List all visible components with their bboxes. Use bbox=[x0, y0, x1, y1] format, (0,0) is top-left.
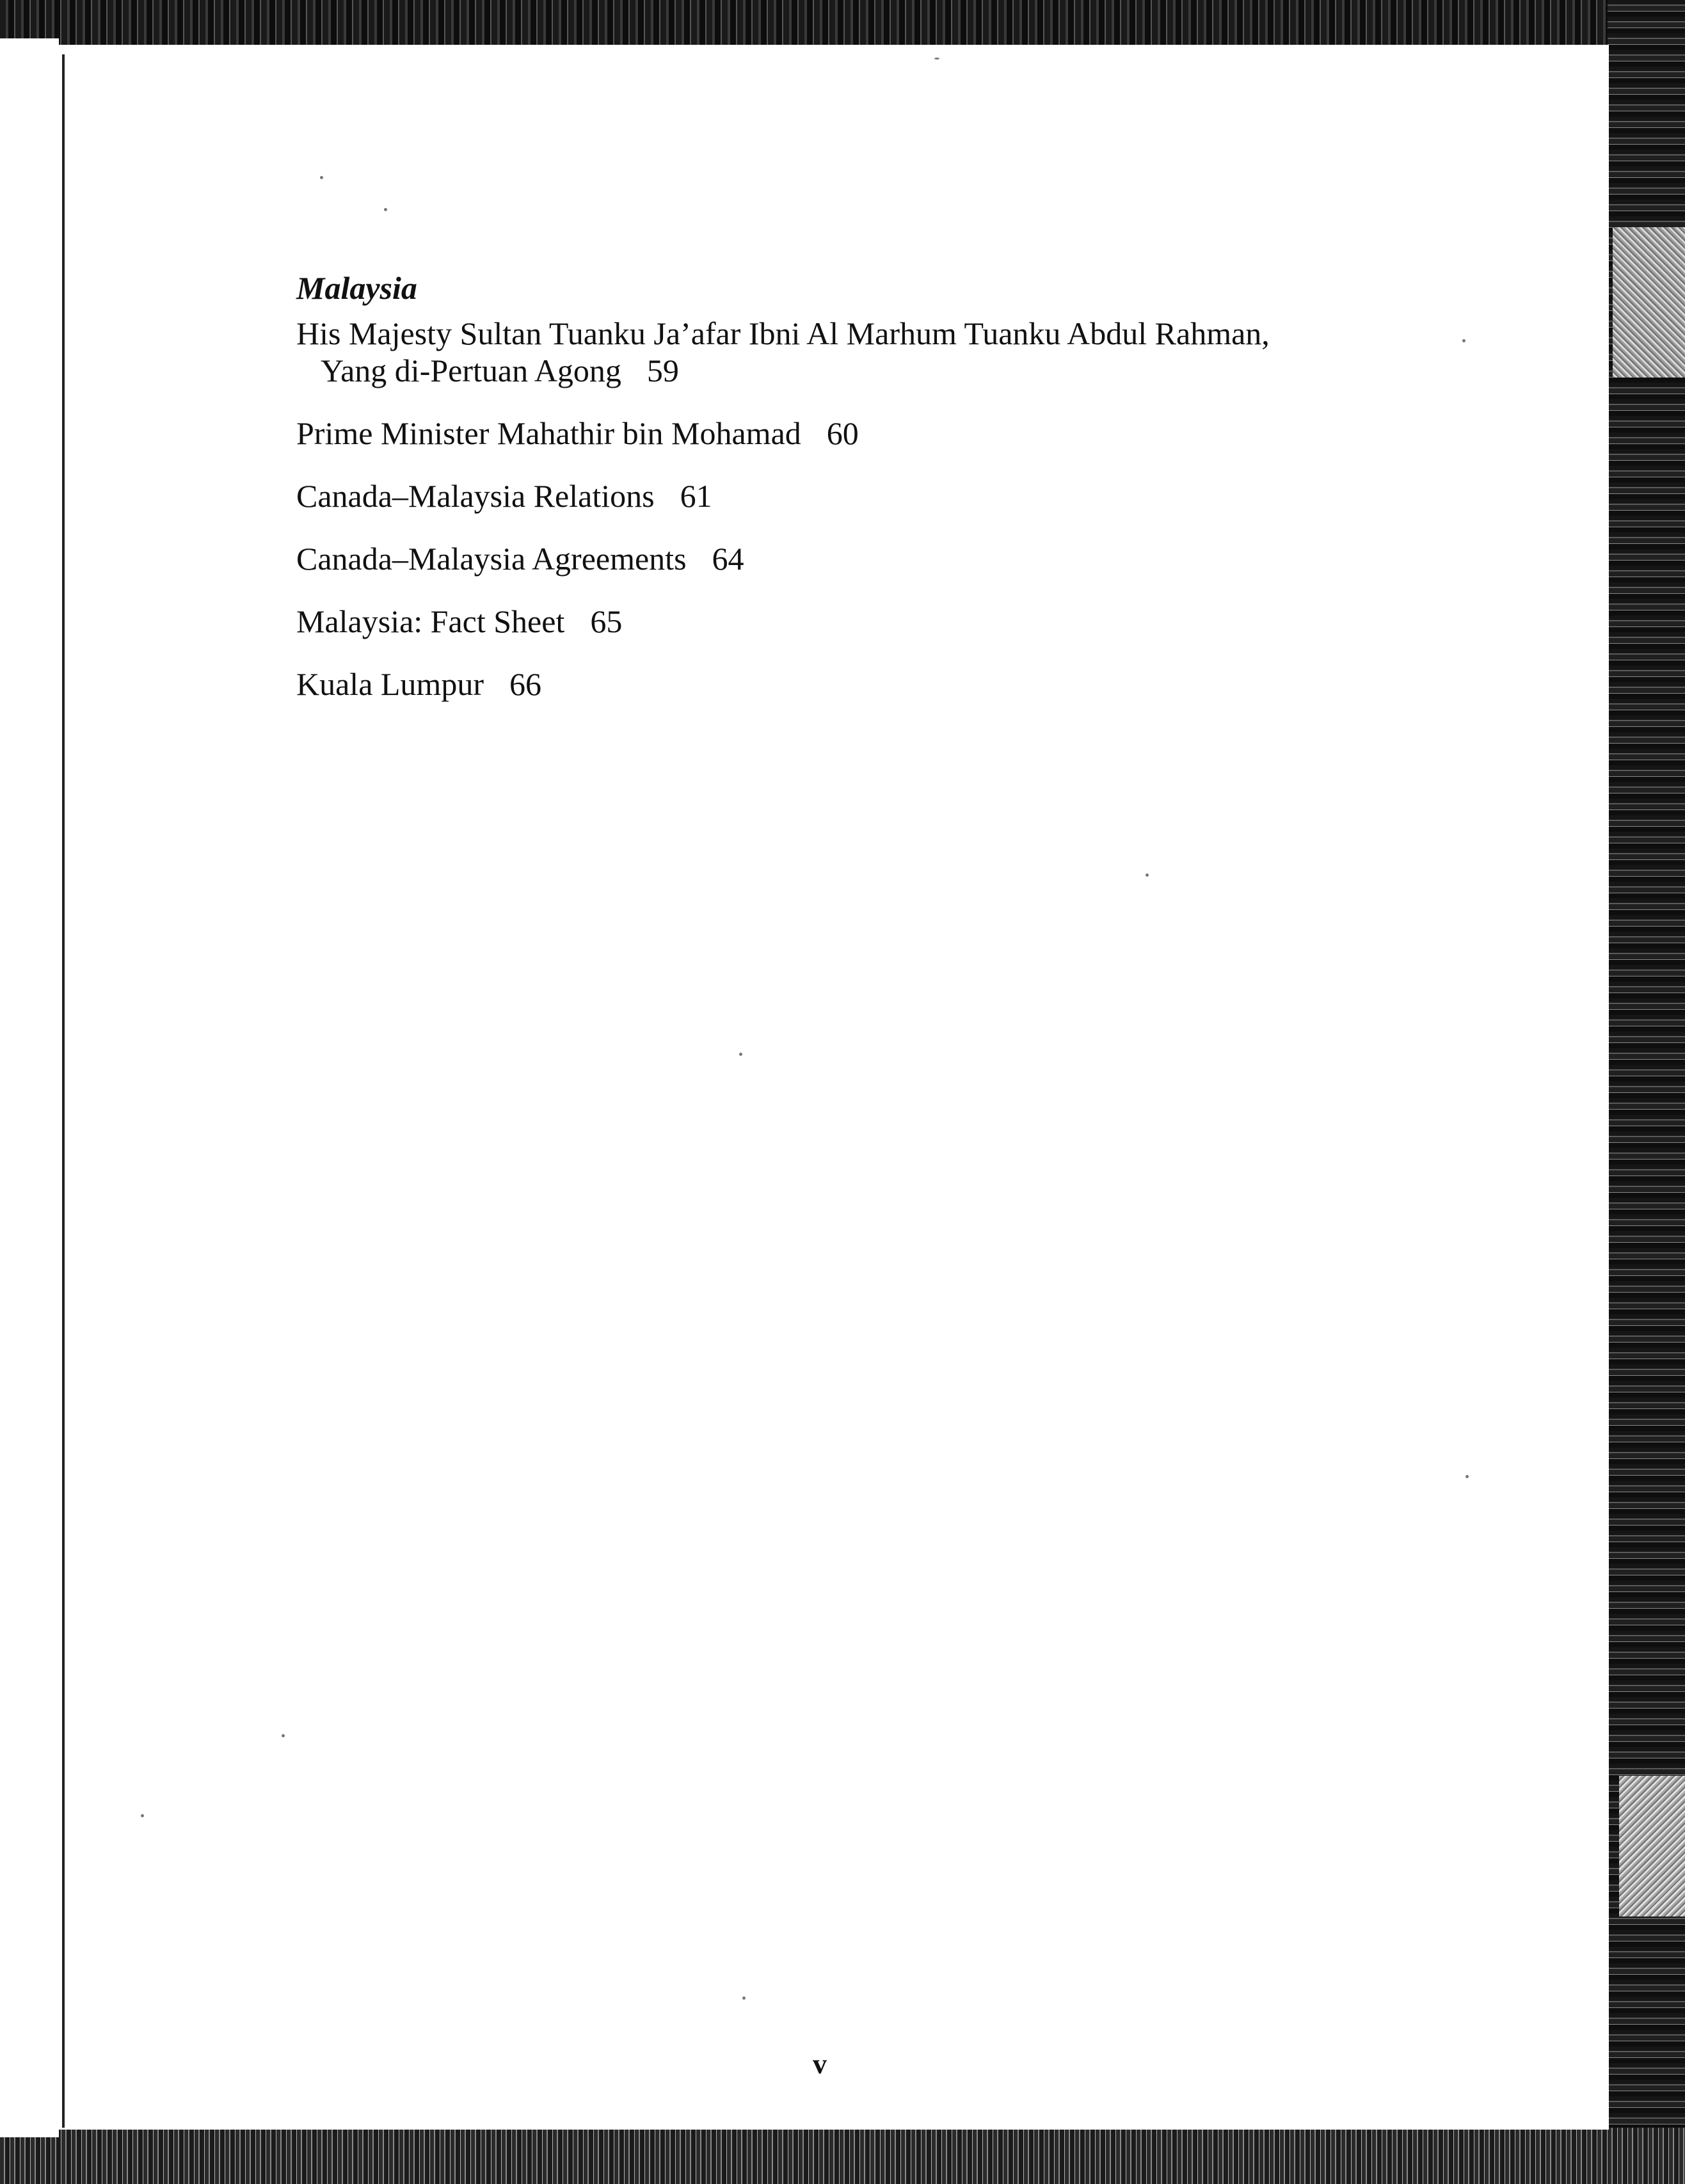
toc-page-number: 65 bbox=[590, 603, 623, 639]
toc-entry-label: Prime Minister Mahathir bin Mohamad bbox=[296, 415, 801, 451]
toc-entry-label: Canada–Malaysia Relations bbox=[296, 478, 655, 514]
toc-page-number: 60 bbox=[826, 415, 859, 451]
scan-speck bbox=[282, 1734, 285, 1737]
scan-speck bbox=[934, 58, 939, 60]
scan-border-bottom bbox=[0, 2128, 1685, 2184]
toc-entry-label: His Majesty Sultan Tuanku Ja’afar Ibni Al Marhum Tuanku Abdul Rahman, bbox=[296, 315, 1270, 351]
scan-speck bbox=[1465, 1475, 1469, 1478]
section-title: Malaysia bbox=[296, 270, 417, 306]
toc-entry bbox=[296, 315, 1512, 352]
scan-speck bbox=[1146, 873, 1149, 877]
toc-entry bbox=[296, 603, 1512, 640]
toc-entry bbox=[296, 540, 1512, 577]
toc-entry bbox=[296, 415, 1512, 452]
scan-speck bbox=[742, 1997, 746, 2000]
toc-entry bbox=[296, 477, 1512, 514]
toc-entry-label: Malaysia: Fact Sheet bbox=[296, 603, 565, 639]
scan-speck bbox=[384, 208, 387, 211]
scan-margin-left bbox=[0, 38, 59, 2137]
page-folio: v bbox=[813, 2048, 827, 2080]
toc-page-number: 59 bbox=[646, 353, 679, 388]
scan-speck bbox=[141, 1814, 144, 1817]
scan-speck bbox=[320, 176, 323, 179]
scan-speck bbox=[739, 1053, 742, 1056]
toc-entry bbox=[296, 666, 1512, 703]
scan-noise-patch bbox=[1619, 1776, 1685, 1917]
page-edge-rule bbox=[62, 54, 65, 2128]
scan-border-top bbox=[0, 0, 1685, 46]
toc-page-number: 61 bbox=[680, 478, 712, 514]
scan-noise-patch bbox=[1613, 227, 1685, 378]
table-of-contents bbox=[296, 269, 1512, 703]
toc-entry-label: Canada–Malaysia Agreements bbox=[296, 541, 687, 577]
toc-page-number: 64 bbox=[712, 541, 744, 577]
toc-entry-label: Kuala Lumpur bbox=[296, 666, 484, 702]
toc-entry-continuation bbox=[296, 352, 1512, 389]
toc-entry-label: Yang di-Pertuan Agong bbox=[321, 353, 621, 388]
toc-page-number: 66 bbox=[509, 666, 541, 702]
